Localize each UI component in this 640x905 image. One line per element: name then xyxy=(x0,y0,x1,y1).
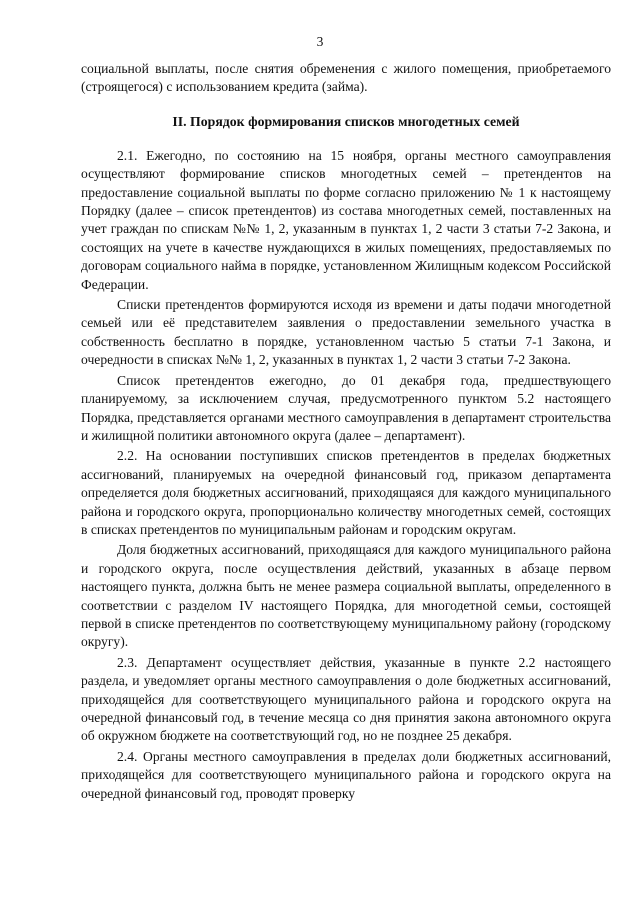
paragraph-2-4: 2.4. Органы местного самоуправления в пределах доли бюджетных ассигнований, приходящейся для соответствующего муниципального района и городского округа на очередной финансовый год, проводят проверку xyxy=(81,748,611,801)
paragraph-2-1: 2.1. Ежегодно, по состоянию на 15 ноября, органы местного самоуправления осуществляют формирование списков многодетных семей – претендентов на предоставление социальной выплаты по форме согласно приложению № 1 к настоящему Порядку (далее – список претендентов) из состава многодетных семей, поставленных на учет граждан по спискам №№ 1, 2, указанным в пунктах 1, 2 части 3 статьи 7-2 Закона, и состоящих на учете в качестве нуждающихся в жилых помещениях, предоставляемых по договорам социального найма в порядке, установленном Жилищным кодексом Российской Федерации. xyxy=(81,147,611,292)
page-number: 3 xyxy=(316,34,324,49)
paragraph-2-3: 2.3. Департамент осуществляет действия, указанные в пункте 2.2 настоящего раздела, и уведомляет органы местного самоуправления о доле бюджетных ассигнований, приходящейся для соответствующего муниципального района и городского округа на очередной финансовый год, в течение месяца со дня принятия закона автономного округа об окружном бюджете на соответствующий год, но не позднее 25 декабря. xyxy=(81,654,611,744)
paragraph-2-2: 2.2. На основании поступивших списков претендентов в пределах бюджетных ассигнований, планируемых на очередной финансовый год, приказом департамента определяется доля бюджетных ассигнований, приходящаяся для каждого муниципального района и городского округа, пропорционально количеству многодетных семей, состоящих в списках претендентов по муниципальным районам и городским округам. xyxy=(81,448,611,537)
paragraph-2-1-submission: Список претендентов ежегодно, до 01 декабря года, предшествующего планируемому, за исключением случая, предусмотренного пунктом 5.2 настоящего Порядка, представляется органами местного самоуправления в департамент строительства и жилищной политики автономного округа (далее – департамент). xyxy=(81,372,611,443)
paragraph-2-1-lists: Списки претендентов формируются исходя из времени и даты подачи многодетной семьей или её представителем заявления о предоставлении земельного участка в собственность бесплатно в порядке, установленном частью 5 статьи 7-1 Закона, и очередности в списках №№ 1, 2, указанных в пунктах 1, 2 части 3 статьи 7-2 Закона. xyxy=(81,297,611,368)
section-title: II. Порядок формирования списков многодетных семей xyxy=(172,113,520,129)
intro-paragraph: социальной выплаты, после снятия обременения с жилого помещения, приобретаемого (строящегося) с использованием кредита (займа). xyxy=(81,61,611,95)
paragraph-2-2-share: Доля бюджетных ассигнований, приходящаяся для каждого муниципального района и городского округа, после осуществления действий, указанных в абзаце первом настоящего пункта, должна быть не менее размера социальной выплаты, определенного в соответствии с разделом IV настоящего Порядка, для многодетной семьи, состоящей первой в списке претендентов по соответствующему муниципальному району (городскому округу). xyxy=(81,542,611,650)
document-body xyxy=(81,60,611,803)
